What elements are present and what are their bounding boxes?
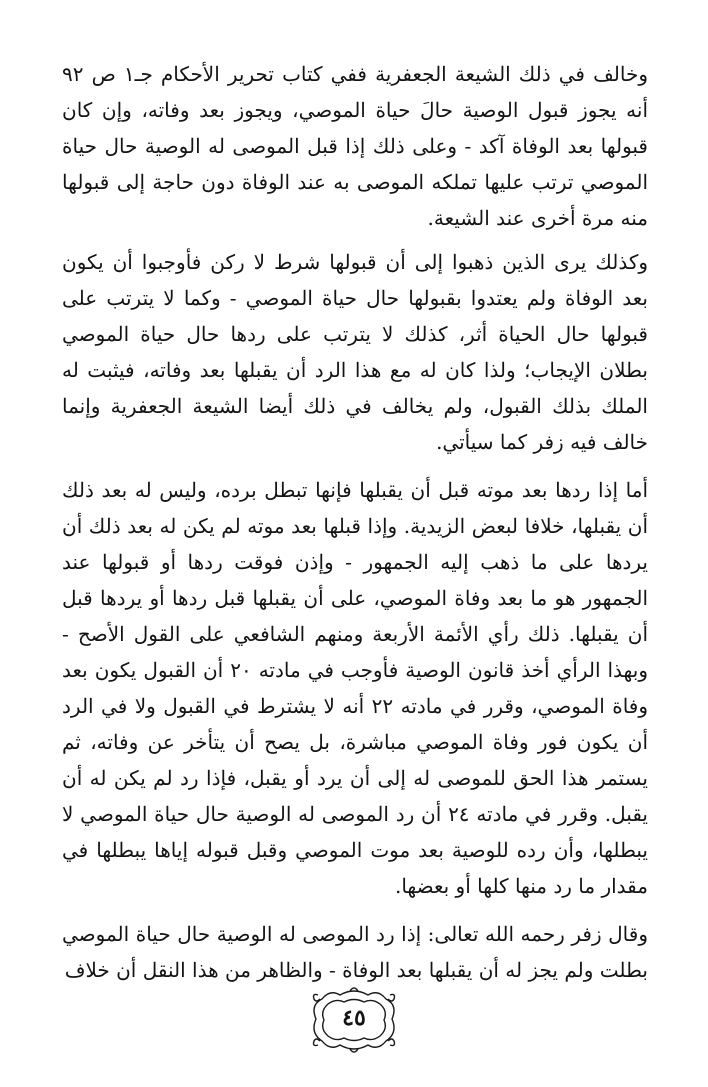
paragraph-2: وكذلك يرى الذين ذهبوا إلى أن قبولها شرط لا ركن فأوجبوا أن يكون بعد الوفاة ولم يعتدوا بقبولها حال حياة الموصي - وكما لا يترتب على قبولها حال الحياة أثر، كذلك لا يترتب على ردها حال حياة الموصي بطلان الإيجاب؛ ولذا كان له مع هذا الرد أن يقبلها بعد وفاته، فيثبت له الملك بذلك القبول، ولم يخالف في ذلك أيضا الشيعة الجعفرية وإنما خالف فيه زفر كما سيأتي. [62,250,648,454]
paragraph-3: أما إذا ردها بعد موته قبل أن يقبلها فإنها تبطل برده، وليس له بعد ذلك أن يقبلها، خلافا لبعض الزيدية. وإذا قبلها بعد موته لم يكن له بعد ذلك أن يردها على ما ذهب إليه الجمهور - وإذن فوقت ردها أو قبولها عند الجمهور هو ما بعد وفاة الموصي، على أن يقبلها قبل ردها أو يردها قبل أن يقبلها. ذلك رأي الأئمة الأربعة ومنهم الشافعي على القول الأصح - وبهذا الرأي أخذ قانون الوصية فأوجب في مادته ٢٠ أن القبول يكون بعد وفاة الموصي، وقرر في مادته ٢٢ أنه لا يشترط في القبول ولا في الرد أن يكون فور وفاة الموصي مباشرة، بل يصح أن يتأخر عن وفاته، ثم يستمر هذا الحق للموصى له إلى أن يرد أو يقبل، فإذا رد لم يكن له أن يقبل. وقرر في مادته ٢٤ أن رد الموصى له الوصية حال حياة الموصي لا يبطلها، وأن رده للوصية بعد موت الموصي وقبل قبوله إياها يبطلها في مقدار ما رد منها كلها أو بعضها. [62,478,649,898]
paragraph-4: وقال زفر رحمه الله تعالى: إذا رد الموصى له الوصية حال حياة الموصي بطلت ولم يجز له أن يقبلها بعد الوفاة - والظاهر من هذا النقل أن خلاف [62,922,648,982]
page-number: ٤٥ [342,1005,366,1031]
paragraph-1: وخالف في ذلك الشيعة الجعفرية ففي كتاب تحرير الأحكام جـ١ ص ٩٢ أنه يجوز قبول الوصية حالَ حياة الموصي، ويجوز بعد وفاته، وإن كان قبولها بعد الوفاة آكد - وعلى ذلك إذا قبل الموصى له الوصية حال حياة الموصي ترتب عليها تملكه الموصى به عند الوفاة دون حاجة إلى قبولها منه مرة أخرى عند الشيعة. [62,62,648,230]
body-text [62,56,648,988]
page-number-ornament [304,985,404,1055]
